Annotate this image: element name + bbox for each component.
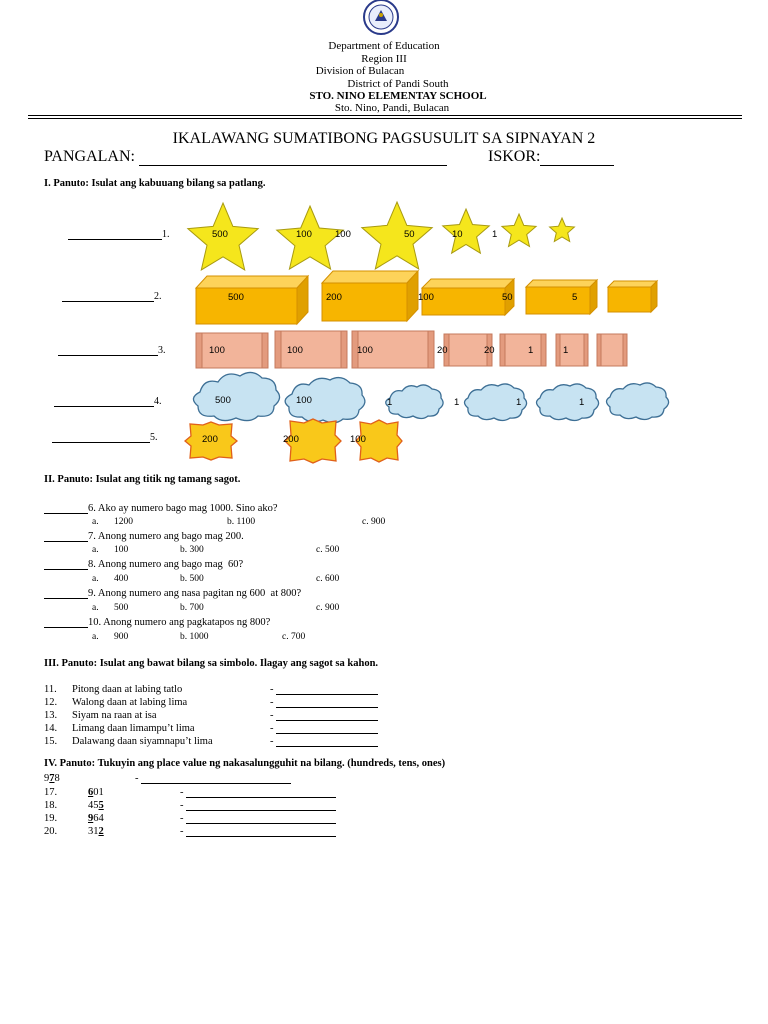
scroll-icon	[597, 334, 627, 366]
cloud-icon	[193, 372, 279, 420]
school-address: Sto. Nino, Pandi, Bulacan	[334, 102, 450, 114]
s3-text: Dalawang daan siyamnapu’t lima	[72, 736, 213, 747]
school-name: STO. NINO ELEMENTAY SCHOOL	[309, 90, 487, 102]
s3-text: Siyam na raan at isa	[72, 710, 157, 721]
header-line-1: Department of Education	[328, 40, 440, 52]
question-text: 7. Anong numero ang bago mag 200.	[88, 531, 244, 542]
choice-b: b. 500	[180, 574, 204, 584]
underlined-digit: 5	[98, 800, 104, 811]
answer-blank[interactable]	[44, 559, 88, 570]
section-1-figures	[0, 0, 768, 470]
s3-number: 13.	[44, 710, 58, 721]
cloud-label: 100	[296, 395, 312, 406]
s4-number: 20.	[44, 826, 58, 837]
choice-a: 900	[114, 632, 129, 642]
answer-blank[interactable]	[276, 697, 378, 708]
star-icon	[362, 202, 432, 269]
cloud-icon	[537, 384, 599, 421]
choice-c: c. 500	[316, 545, 340, 555]
cloud-label: 1	[454, 397, 460, 408]
star-label: 500	[212, 229, 228, 240]
header-line-4: District of Pandi South	[347, 78, 449, 90]
scroll-icon	[196, 333, 268, 368]
s3-answer: -	[270, 710, 378, 721]
cloud-icon	[386, 385, 443, 419]
s1-num: 3.	[158, 345, 166, 356]
choice-b: b. 300	[180, 545, 204, 555]
star-label: 50	[404, 229, 415, 240]
box-icon	[422, 279, 514, 315]
scroll-label: 20	[484, 345, 495, 356]
s1-num: 5.	[150, 432, 158, 443]
choice-a: 1200	[114, 517, 133, 527]
answer-blank[interactable]	[276, 736, 378, 747]
s3-text: Pitong daan at labing tatlo	[72, 684, 183, 695]
header-line-2: Region III	[361, 53, 407, 65]
place-value-number	[44, 773, 60, 784]
scroll-icon	[275, 331, 347, 368]
underlined-digit: 2	[98, 826, 104, 837]
answer-blank[interactable]	[276, 710, 378, 721]
s3-answer: -	[270, 697, 378, 708]
star-label: 100	[296, 229, 312, 240]
s4-number: 19.	[44, 813, 58, 824]
name-label: PANGALAN:	[44, 148, 135, 165]
s4-answer: -	[180, 800, 336, 811]
scroll-label: 100	[357, 345, 373, 356]
s4-answer: -	[135, 773, 291, 784]
star-label: 100	[335, 229, 351, 240]
choice-a-prefix: a.	[92, 574, 99, 584]
s3-text: Walong daan at labing lima	[72, 697, 188, 708]
s4-number: 17.	[44, 787, 58, 798]
star-label: 10	[452, 229, 463, 240]
box-label: 50	[502, 292, 513, 303]
answer-blank[interactable]	[186, 800, 336, 811]
choice-c: c. 600	[316, 574, 340, 584]
digits: 31	[88, 826, 99, 837]
answer-blank[interactable]	[44, 617, 88, 628]
underlined-digit: 9	[88, 813, 94, 824]
s4-answer: -	[180, 826, 336, 837]
box-label: 100	[418, 292, 434, 303]
underlined-digit: 7	[49, 773, 55, 784]
answer-blank[interactable]	[276, 684, 378, 695]
section-4-instruction: IV. Panuto: Tukuyin ang place value ng nakasalungguhit na bilang. (hundreds, tens, ones)	[44, 758, 446, 769]
burst-label: 200	[283, 434, 299, 445]
answer-blank[interactable]	[276, 723, 378, 734]
s3-answer: -	[270, 736, 378, 747]
s4-answer: -	[180, 787, 336, 798]
question-10	[44, 617, 270, 628]
choice-a-prefix: a.	[92, 517, 99, 527]
s3-answer: -	[270, 723, 378, 734]
stars-row	[188, 202, 575, 270]
s1-num: 1.	[162, 229, 170, 240]
answer-blank[interactable]	[44, 531, 88, 542]
question-text: 6. Ako ay numero bago mag 1000. Sino ako?	[88, 503, 278, 514]
s4-number: 18.	[44, 800, 58, 811]
star-icon	[502, 214, 536, 247]
digits: 45	[88, 800, 99, 811]
choice-a-prefix: a.	[92, 545, 99, 555]
box-label: 200	[326, 292, 342, 303]
s3-number: 14.	[44, 723, 58, 734]
choice-a-prefix: a.	[92, 632, 99, 642]
s1-num: 2.	[154, 291, 162, 302]
question-9	[44, 588, 301, 599]
choice-a: 500	[114, 603, 129, 613]
header-line-3: Division of Bulacan	[315, 65, 405, 77]
answer-blank[interactable]	[141, 773, 291, 784]
choice-c: c. 900	[316, 603, 340, 613]
box-label: 500	[228, 292, 244, 303]
s3-text: Limang daan limampu’t lima	[72, 723, 195, 734]
s3-number: 11.	[44, 684, 57, 695]
digits: 01	[93, 787, 104, 798]
choice-c: c. 700	[282, 632, 306, 642]
clouds-row	[193, 372, 668, 422]
scroll-label: 20	[437, 345, 448, 356]
choice-b: b. 1000	[180, 632, 209, 642]
burst-label: 100	[350, 434, 366, 445]
cloud-label: 1	[579, 397, 585, 408]
s3-number: 12.	[44, 697, 58, 708]
place-value-number	[88, 813, 104, 824]
s4-answer: -	[180, 813, 336, 824]
section-3-instruction: III. Panuto: Isulat ang bawat bilang sa simbolo. Ilagay ang sagot sa kahon.	[44, 658, 379, 669]
box-label: 5	[572, 292, 578, 303]
page-title: IKALAWANG SUMATIBONG PAGSUSULIT SA SIPNAYAN 2	[172, 130, 596, 147]
scroll-icon	[556, 334, 588, 366]
digits: 64	[93, 813, 104, 824]
answer-blank[interactable]	[44, 503, 88, 514]
scroll-label: 1	[563, 345, 569, 356]
choice-b: b. 700	[180, 603, 204, 613]
answer-blank[interactable]	[44, 588, 88, 599]
place-value-number	[88, 800, 104, 811]
star-icon	[550, 218, 575, 242]
box-icon	[526, 280, 597, 314]
cloud-icon	[607, 383, 669, 420]
box-icon	[608, 281, 657, 312]
answer-blank[interactable]	[186, 813, 336, 824]
answer-blank[interactable]	[186, 826, 336, 837]
scroll-label: 100	[287, 345, 303, 356]
question-text: 9. Anong numero ang nasa pagitan ng 600 at 800?	[88, 588, 302, 599]
s3-number: 15.	[44, 736, 58, 747]
section-1-instruction: I. Panuto: Isulat ang kabuuang bilang sa patlang.	[44, 178, 266, 189]
scroll-label: 1	[528, 345, 534, 356]
choice-b: b. 1100	[227, 517, 256, 527]
scroll-label: 100	[209, 345, 225, 356]
cloud-label: 500	[215, 395, 231, 406]
s3-answer: -	[270, 684, 378, 695]
question-text: 8. Anong numero ang bago mag 60?	[88, 559, 244, 570]
question-7	[44, 531, 244, 542]
cloud-label: 1	[387, 397, 393, 408]
star-icon	[443, 209, 490, 253]
digits: 9	[44, 773, 50, 784]
s1-num: 4.	[154, 396, 162, 407]
score-label: ISKOR:	[488, 148, 541, 165]
choice-a: 400	[114, 574, 129, 584]
choice-a-prefix: a.	[92, 603, 99, 613]
question-text: 10. Anong numero ang pagkatapos ng 800?	[88, 617, 271, 628]
star-label: 1	[492, 229, 498, 240]
burst-label: 200	[202, 434, 218, 445]
place-value-number	[88, 826, 104, 837]
choice-a: 100	[114, 545, 129, 555]
cloud-label: 1	[516, 397, 522, 408]
question-6	[44, 503, 278, 514]
place-value-number	[88, 787, 104, 798]
answer-blank[interactable]	[186, 787, 336, 798]
box-icon	[196, 276, 308, 324]
choice-c: c. 900	[362, 517, 386, 527]
scroll-icon	[500, 334, 546, 366]
question-8	[44, 559, 243, 570]
section-2-instruction: II. Panuto: Isulat ang titik ng tamang sagot.	[44, 474, 241, 485]
digits: 8	[54, 773, 60, 784]
underlined-digit: 6	[88, 787, 94, 798]
